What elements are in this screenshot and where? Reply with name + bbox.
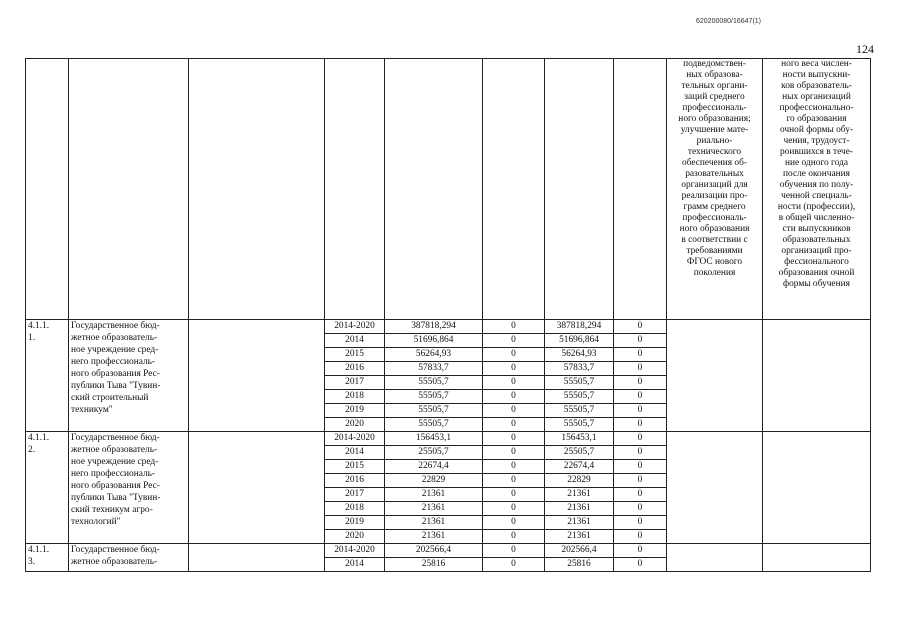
federal-amount: 0 (483, 460, 545, 474)
total-amount: 55505,7 (385, 418, 483, 432)
republic-amount: 387818,294 (545, 320, 614, 334)
executor-cell (189, 432, 325, 544)
organization-name: Государственное бюд- жетное образователь- ное учреждение сред- него профессиональ- ного образования Рес- публики Тыва "Тувин- ский строительный техникум" (69, 320, 189, 432)
other-amount: 0 (614, 446, 667, 460)
other-amount: 0 (614, 474, 667, 488)
total-amount: 22674,4 (385, 460, 483, 474)
year-cell: 2017 (325, 488, 385, 502)
empty-cell (26, 59, 69, 320)
republic-amount: 156453,1 (545, 432, 614, 446)
year-cell: 2014 (325, 334, 385, 348)
year-cell: 2014-2020 (325, 432, 385, 446)
empty-cell (385, 59, 483, 320)
total-amount: 387818,294 (385, 320, 483, 334)
federal-amount: 0 (483, 320, 545, 334)
indicator-cell (763, 432, 871, 544)
federal-amount: 0 (483, 376, 545, 390)
table-row (26, 544, 871, 558)
other-amount: 0 (614, 432, 667, 446)
republic-amount: 21361 (545, 530, 614, 544)
year-cell: 2018 (325, 390, 385, 404)
expected-results-cell (667, 320, 763, 432)
republic-amount: 25505,7 (545, 446, 614, 460)
empty-cell (189, 59, 325, 320)
federal-amount: 0 (483, 404, 545, 418)
year-cell: 2014 (325, 446, 385, 460)
federal-amount: 0 (483, 558, 545, 572)
year-cell: 2015 (325, 460, 385, 474)
empty-cell (483, 59, 545, 320)
year-cell: 2020 (325, 418, 385, 432)
indicator-cell (763, 544, 871, 572)
total-amount: 55505,7 (385, 376, 483, 390)
year-cell: 2016 (325, 362, 385, 376)
federal-amount: 0 (483, 488, 545, 502)
federal-amount: 0 (483, 334, 545, 348)
total-amount: 21361 (385, 502, 483, 516)
year-cell: 2014-2020 (325, 544, 385, 558)
federal-amount: 0 (483, 516, 545, 530)
federal-amount: 0 (483, 362, 545, 376)
total-amount: 55505,7 (385, 390, 483, 404)
table-row (26, 320, 871, 334)
total-amount: 21361 (385, 516, 483, 530)
total-amount: 25816 (385, 558, 483, 572)
republic-amount: 55505,7 (545, 376, 614, 390)
year-cell: 2018 (325, 502, 385, 516)
year-cell: 2019 (325, 516, 385, 530)
federal-amount: 0 (483, 544, 545, 558)
executor-cell (189, 320, 325, 432)
federal-amount: 0 (483, 348, 545, 362)
federal-amount: 0 (483, 432, 545, 446)
expected-results-text: подведомствен- ных образова- тельных органи- заций среднего профессиональ- ного образования; улучшение мате- риально- технического обеспечения об- разовательных организаций для реализации про- грамм среднего профессиональ- ного образования в соответствии с требованиями ФГОС нового поколения (667, 59, 763, 320)
federal-amount: 0 (483, 446, 545, 460)
other-amount: 0 (614, 376, 667, 390)
table-row (26, 432, 871, 446)
other-amount: 0 (614, 488, 667, 502)
total-amount: 202566,4 (385, 544, 483, 558)
total-amount: 57833,7 (385, 362, 483, 376)
empty-cell (614, 59, 667, 320)
other-amount: 0 (614, 334, 667, 348)
total-amount: 22829 (385, 474, 483, 488)
republic-amount: 55505,7 (545, 418, 614, 432)
other-amount: 0 (614, 544, 667, 558)
other-amount: 0 (614, 516, 667, 530)
other-amount: 0 (614, 418, 667, 432)
expected-results-cell (667, 432, 763, 544)
document-code: 620200080/16647(1) (696, 18, 762, 25)
federal-amount: 0 (483, 390, 545, 404)
federal-amount: 0 (483, 474, 545, 488)
year-cell: 2015 (325, 348, 385, 362)
republic-amount: 51696,864 (545, 334, 614, 348)
republic-amount: 55505,7 (545, 404, 614, 418)
other-amount: 0 (614, 390, 667, 404)
organization-name: Государственное бюд- жетное образователь- (69, 544, 189, 572)
empty-cell (69, 59, 189, 320)
republic-amount: 22674,4 (545, 460, 614, 474)
republic-amount: 25816 (545, 558, 614, 572)
total-amount: 25505,7 (385, 446, 483, 460)
republic-amount: 21361 (545, 516, 614, 530)
republic-amount: 55505,7 (545, 390, 614, 404)
empty-cell (545, 59, 614, 320)
indicator-cell (763, 320, 871, 432)
item-number: 4.1.1. 2. (26, 432, 69, 544)
total-amount: 56264,93 (385, 348, 483, 362)
continuation-row (26, 59, 871, 320)
year-cell: 2020 (325, 530, 385, 544)
page-number: 124 (856, 42, 874, 56)
federal-amount: 0 (483, 502, 545, 516)
republic-amount: 21361 (545, 502, 614, 516)
total-amount: 156453,1 (385, 432, 483, 446)
year-cell: 2019 (325, 404, 385, 418)
other-amount: 0 (614, 502, 667, 516)
other-amount: 0 (614, 362, 667, 376)
other-amount: 0 (614, 320, 667, 334)
republic-amount: 56264,93 (545, 348, 614, 362)
organization-name: Государственное бюд- жетное образователь- ное учреждение сред- него профессиональ- ного образования Рес- публики Тыва "Тувин- ский техникум агро- технологий" (69, 432, 189, 544)
republic-amount: 202566,4 (545, 544, 614, 558)
republic-amount: 57833,7 (545, 362, 614, 376)
item-number: 4.1.1. 3. (26, 544, 69, 572)
other-amount: 0 (614, 558, 667, 572)
budget-table (25, 58, 871, 572)
year-cell: 2016 (325, 474, 385, 488)
republic-amount: 22829 (545, 474, 614, 488)
federal-amount: 0 (483, 418, 545, 432)
total-amount: 51696,864 (385, 334, 483, 348)
total-amount: 21361 (385, 488, 483, 502)
other-amount: 0 (614, 460, 667, 474)
total-amount: 55505,7 (385, 404, 483, 418)
other-amount: 0 (614, 530, 667, 544)
year-cell: 2014 (325, 558, 385, 572)
year-cell: 2017 (325, 376, 385, 390)
year-cell: 2014-2020 (325, 320, 385, 334)
republic-amount: 21361 (545, 488, 614, 502)
other-amount: 0 (614, 348, 667, 362)
item-number: 4.1.1. 1. (26, 320, 69, 432)
executor-cell (189, 544, 325, 572)
empty-cell (325, 59, 385, 320)
expected-results-cell (667, 544, 763, 572)
other-amount: 0 (614, 404, 667, 418)
total-amount: 21361 (385, 530, 483, 544)
indicator-text: ного веса числен- ности выпускни- ков образователь- ных организаций профессионально- го образования очной формы обу- чения, трудоуст- роившихся в тече- ние одного года после окончания обучения по полу- ченной специаль- ности (профессии), в общей численно- сти выпускников образовательных организаций про- фессионального образования очной формы обучения (763, 59, 871, 320)
federal-amount: 0 (483, 530, 545, 544)
